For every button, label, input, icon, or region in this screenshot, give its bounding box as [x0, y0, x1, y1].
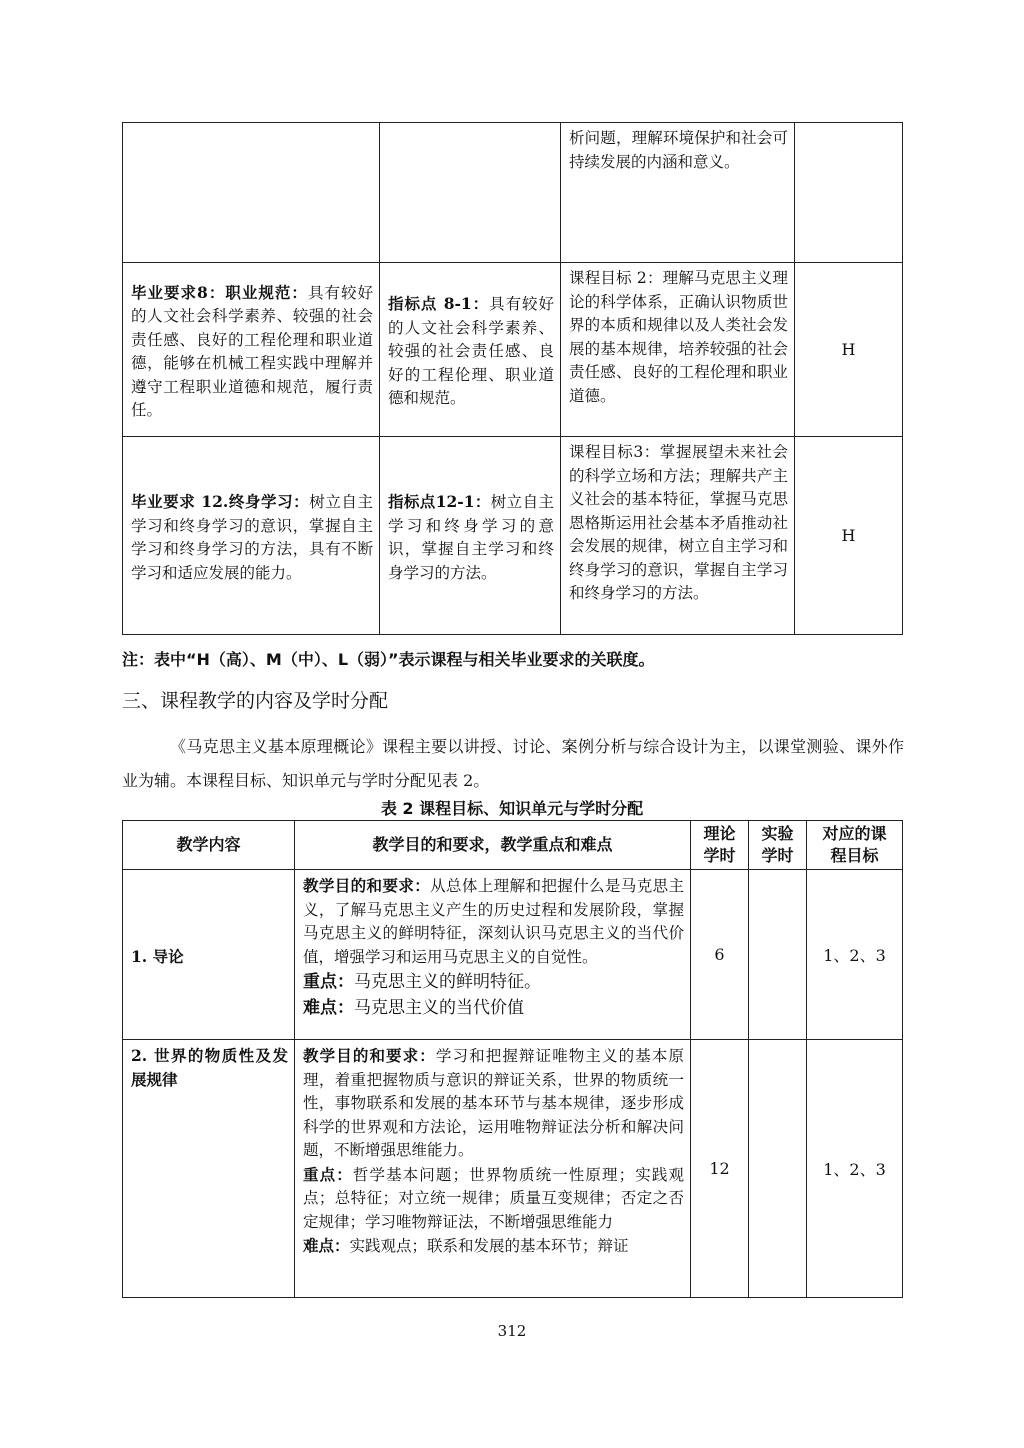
- aims-cell: [295, 870, 691, 1040]
- content-cell: 2. 世界的物质性及发展规律: [123, 1040, 295, 1298]
- relevance-cell: [795, 123, 903, 263]
- aims-label: 教学目的和要求：: [303, 1046, 436, 1065]
- indicator-cell: [380, 437, 561, 635]
- header-aims: 教学目的和要求，教学重点和难点: [295, 821, 691, 870]
- intro-paragraph: 《马克思主义基本原理概论》课程主要以讲授、讨论、案例分析与综合设计为主，以课堂测验、课外作业为辅。本课程目标、知识单元与学时分配见表 2。: [122, 737, 904, 790]
- table-row: [123, 1040, 903, 1298]
- table-row: [123, 263, 903, 437]
- course-goal-cell: 课程目标 2：理解马克思主义理论的科学体系，正确认识物质世界的本质和规律以及人类社会发展的基本规律，培养较强的社会责任感、良好的工程伦理和职业道德。: [561, 263, 795, 437]
- indicator-label: 指标点12-1：: [388, 492, 491, 511]
- key-label: 重点：: [303, 1164, 353, 1184]
- aims-text: 从总体上理解和把握什么是马克思主义，了解马克思主义产生的历史过程和发展阶段，掌握马克思主义的鲜明特征，深刻认识马克思主义的当代价值，增强学习和运用马克思主义的自觉性。: [303, 877, 684, 966]
- indicator-cell: [380, 123, 561, 263]
- lab-hours-cell: [749, 870, 807, 1040]
- indicator-text: 树立自主学习和终身学习的意识，掌握自主学习和终身学习的方法。: [388, 493, 554, 582]
- goals-cell: 1、2、3: [807, 1040, 903, 1298]
- header-theory-hours: 理论学时: [691, 821, 749, 870]
- table-row: [123, 870, 903, 1040]
- key-text: 哲学基本问题；世界物质统一性原理；实践观点；总特征；对立统一规律；质量互变规律；否定之否定规律；学习唯物辩证法，不断增强思维能力: [303, 1165, 684, 1231]
- requirement-cell: [123, 123, 380, 263]
- graduation-requirements-table: [122, 122, 903, 635]
- goals-cell: 1、2、3: [807, 870, 903, 1040]
- table-row: [123, 437, 903, 635]
- difficulty-label: 难点：: [303, 1236, 350, 1255]
- section-heading: 三、课程教学的内容及学时分配: [122, 690, 389, 712]
- requirement-text: 具有较好的人文社会科学素养、较强的社会责任感、良好的工程伦理和职业道德，能够在机械工程实践中理解并遵守工程职业道德和规范，履行责任。: [131, 283, 373, 419]
- requirement-cell: [123, 437, 380, 635]
- indicator-label: 指标点 8-1：: [388, 294, 490, 314]
- header-goals: 对应的课程目标: [807, 821, 903, 870]
- page-number: 312: [497, 1322, 527, 1340]
- relevance-cell: H: [795, 437, 903, 635]
- course-goal-cell: 课程目标3：掌握展望未来社会的科学立场和方法；理解共产主义社会的基本特征，掌握马克思恩格斯运用社会基本矛盾推动社会发展的规律，树立自主学习和终身学习的意识，掌握自主学习和终身学习的方法。: [561, 437, 795, 635]
- course-goal-cell: 析问题，理解环境保护和社会可持续发展的内涵和意义。: [561, 123, 795, 263]
- aims-label: 教学目的和要求：: [303, 876, 431, 895]
- indicator-cell: [380, 263, 561, 437]
- key-text: 马克思主义的鲜明特征。: [354, 972, 541, 992]
- difficulty-text: 马克思主义的当代价值: [354, 997, 524, 1018]
- header-lab-hours: 实验学时: [749, 821, 807, 870]
- table-row: [123, 123, 903, 263]
- requirement-label: 毕业要求 12.终身学习：: [131, 492, 310, 511]
- content-hours-table: [122, 820, 903, 1298]
- requirement-cell: [123, 263, 380, 437]
- header-content: 教学内容: [123, 821, 295, 870]
- table-note: 注：表中“H（高）、M（中）、L（弱）”表示课程与相关毕业要求的关联度。: [122, 650, 655, 669]
- theory-hours-cell: 6: [691, 870, 749, 1040]
- aims-text: 学习和把握辩证唯物主义的基本原理，着重把握物质与意识的辩证关系，世界的物质统一性，事物联系和发展的基本环节与基本规律，逐步形成科学的世界观和方法论，运用唯物辩证法分析和解决问题，不断增强思维能力。: [303, 1047, 684, 1159]
- difficulty-text: 实践观点；联系和发展的基本环节；辩证: [349, 1237, 629, 1255]
- lab-hours-cell: [749, 1040, 807, 1298]
- requirement-label: 毕业要求8：职业规范：: [131, 282, 308, 302]
- key-label: 重点：: [303, 972, 354, 992]
- difficulty-label: 难点：: [303, 997, 354, 1018]
- indicator-text: 具有较好的人文社会科学素养、较强的社会责任感、良好的工程伦理、职业道德和规范。: [388, 295, 554, 408]
- theory-hours-cell: 12: [691, 1040, 749, 1298]
- relevance-cell: H: [795, 263, 903, 437]
- content-cell: 1. 导论: [123, 870, 295, 1040]
- table-header-row: [123, 821, 903, 870]
- requirement-text: 树立自主学习和终身学习的意识，掌握自主学习和终身学习的方法，具有不断学习和适应发展的能力。: [131, 493, 373, 582]
- table-caption: 表 2 课程目标、知识单元与学时分配: [380, 799, 644, 818]
- aims-cell: [295, 1040, 691, 1298]
